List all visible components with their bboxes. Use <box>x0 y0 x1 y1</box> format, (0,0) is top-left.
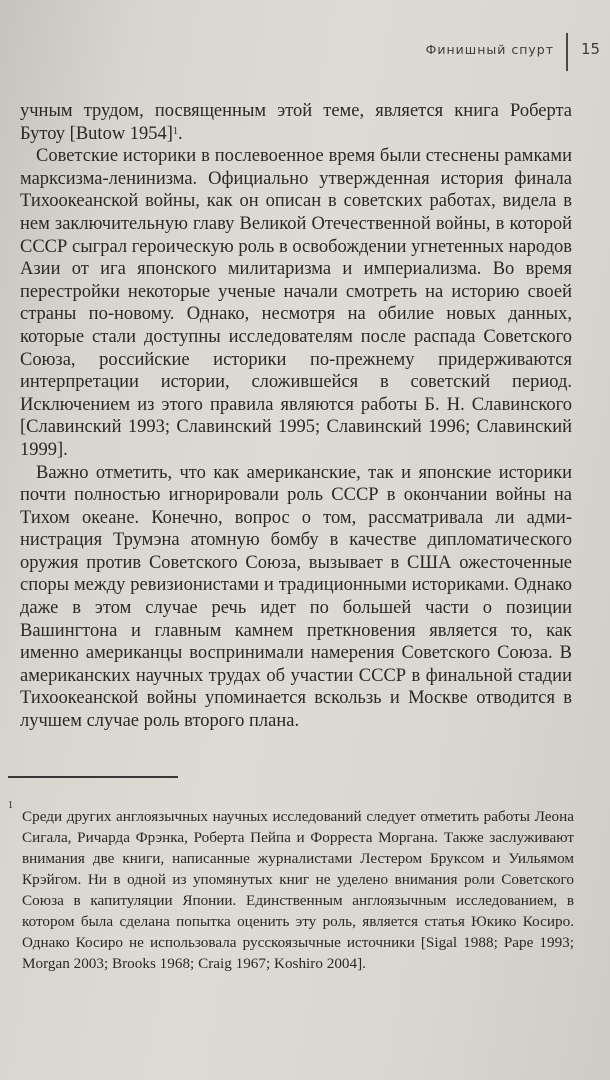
running-title: Финишный спурт <box>425 42 554 57</box>
footnote-reference: 1 <box>172 125 178 137</box>
paragraph-2: Советские историки в послевоенное время были стеснены рамками марксизма-ленинизма. Официально утвержденная история финала Тихоокеанской войны, как он описан в советских работах, видела в нем заключительную главу Великой Отечественной войны, в которой СССР сыграл героическую роль в освобождении угнетенных народов Азии от ига японского милитаризма и империализма. Во время перестройки некоторые ученые начали смотреть на историю своей страны по-новому. Однако, несмотря на обилие новых данных, которые стали доступны исследователям после распада Советского Союза, российские историки по-прежнему придерживаются интерпретации истории, сложившейся в советский период. Исключением из этого правила являются работы Б. Н. Славинского [Славинский 1993; Славинский 1995; Славинский 1996; Славинский 1999]. <box>20 146 572 460</box>
main-text <box>20 100 572 733</box>
paragraph-1 <box>20 100 572 145</box>
paragraph-3: Важно отметить, что как американские, так и японские историки почти полностью игнорировали роль СССР в окончании войны на Тихом океане. Конечно, вопрос о том, рассматривала ли администрация Трумэна атомную бомбу в качестве дипломатического оружия против Советского Союза, вызывает в США ожесточенные споры между ревизионистами и традиционными историками. Однако даже в этом случае речь идет по большей части о позиции Вашингтона и главным камнем преткновения является то, как именно американцы воспринимали намерения Советского Союза. В американских научных трудах об участии СССР в финальной стадии Тихоокеанской войны упоминается вскользь и Москве отводится в лучшем случае роль второго плана. <box>20 462 572 732</box>
footnote <box>22 806 574 974</box>
paragraph-1-end: . <box>177 123 183 144</box>
paragraph-1-text: учным трудом, посвященным этой теме, является книга Роберта Бутоу [Butow 1954] <box>20 101 572 144</box>
page-number: 15 <box>581 40 601 58</box>
footnote-text: Среди других англоязычных научных исследований следует отметить работы Леона Сигала, Ричарда Фрэнка, Роберта Пейпа и Форреста Моргана. Также заслуживают внимания две книги, написанные журналистами Лестером Бруксом и Уильямом Крэйгом. Ни в одной из упомянутых книг не уделено внимания роли Советского Союза в капитуляции Японии. Единственным англоязычным исследованием, в котором была сделана попытка оценить эту роль, является статья Юкико Косиро. Однако Косиро не использовала русскоязычные источники [Sigal 1988; Pape 1993; Morgan 2003; Brooks 1968; Craig 1967; Koshiro 2004]. <box>22 808 574 972</box>
header-divider <box>566 33 568 71</box>
footnote-mark: 1 <box>8 800 13 811</box>
footnote-divider <box>8 776 178 778</box>
